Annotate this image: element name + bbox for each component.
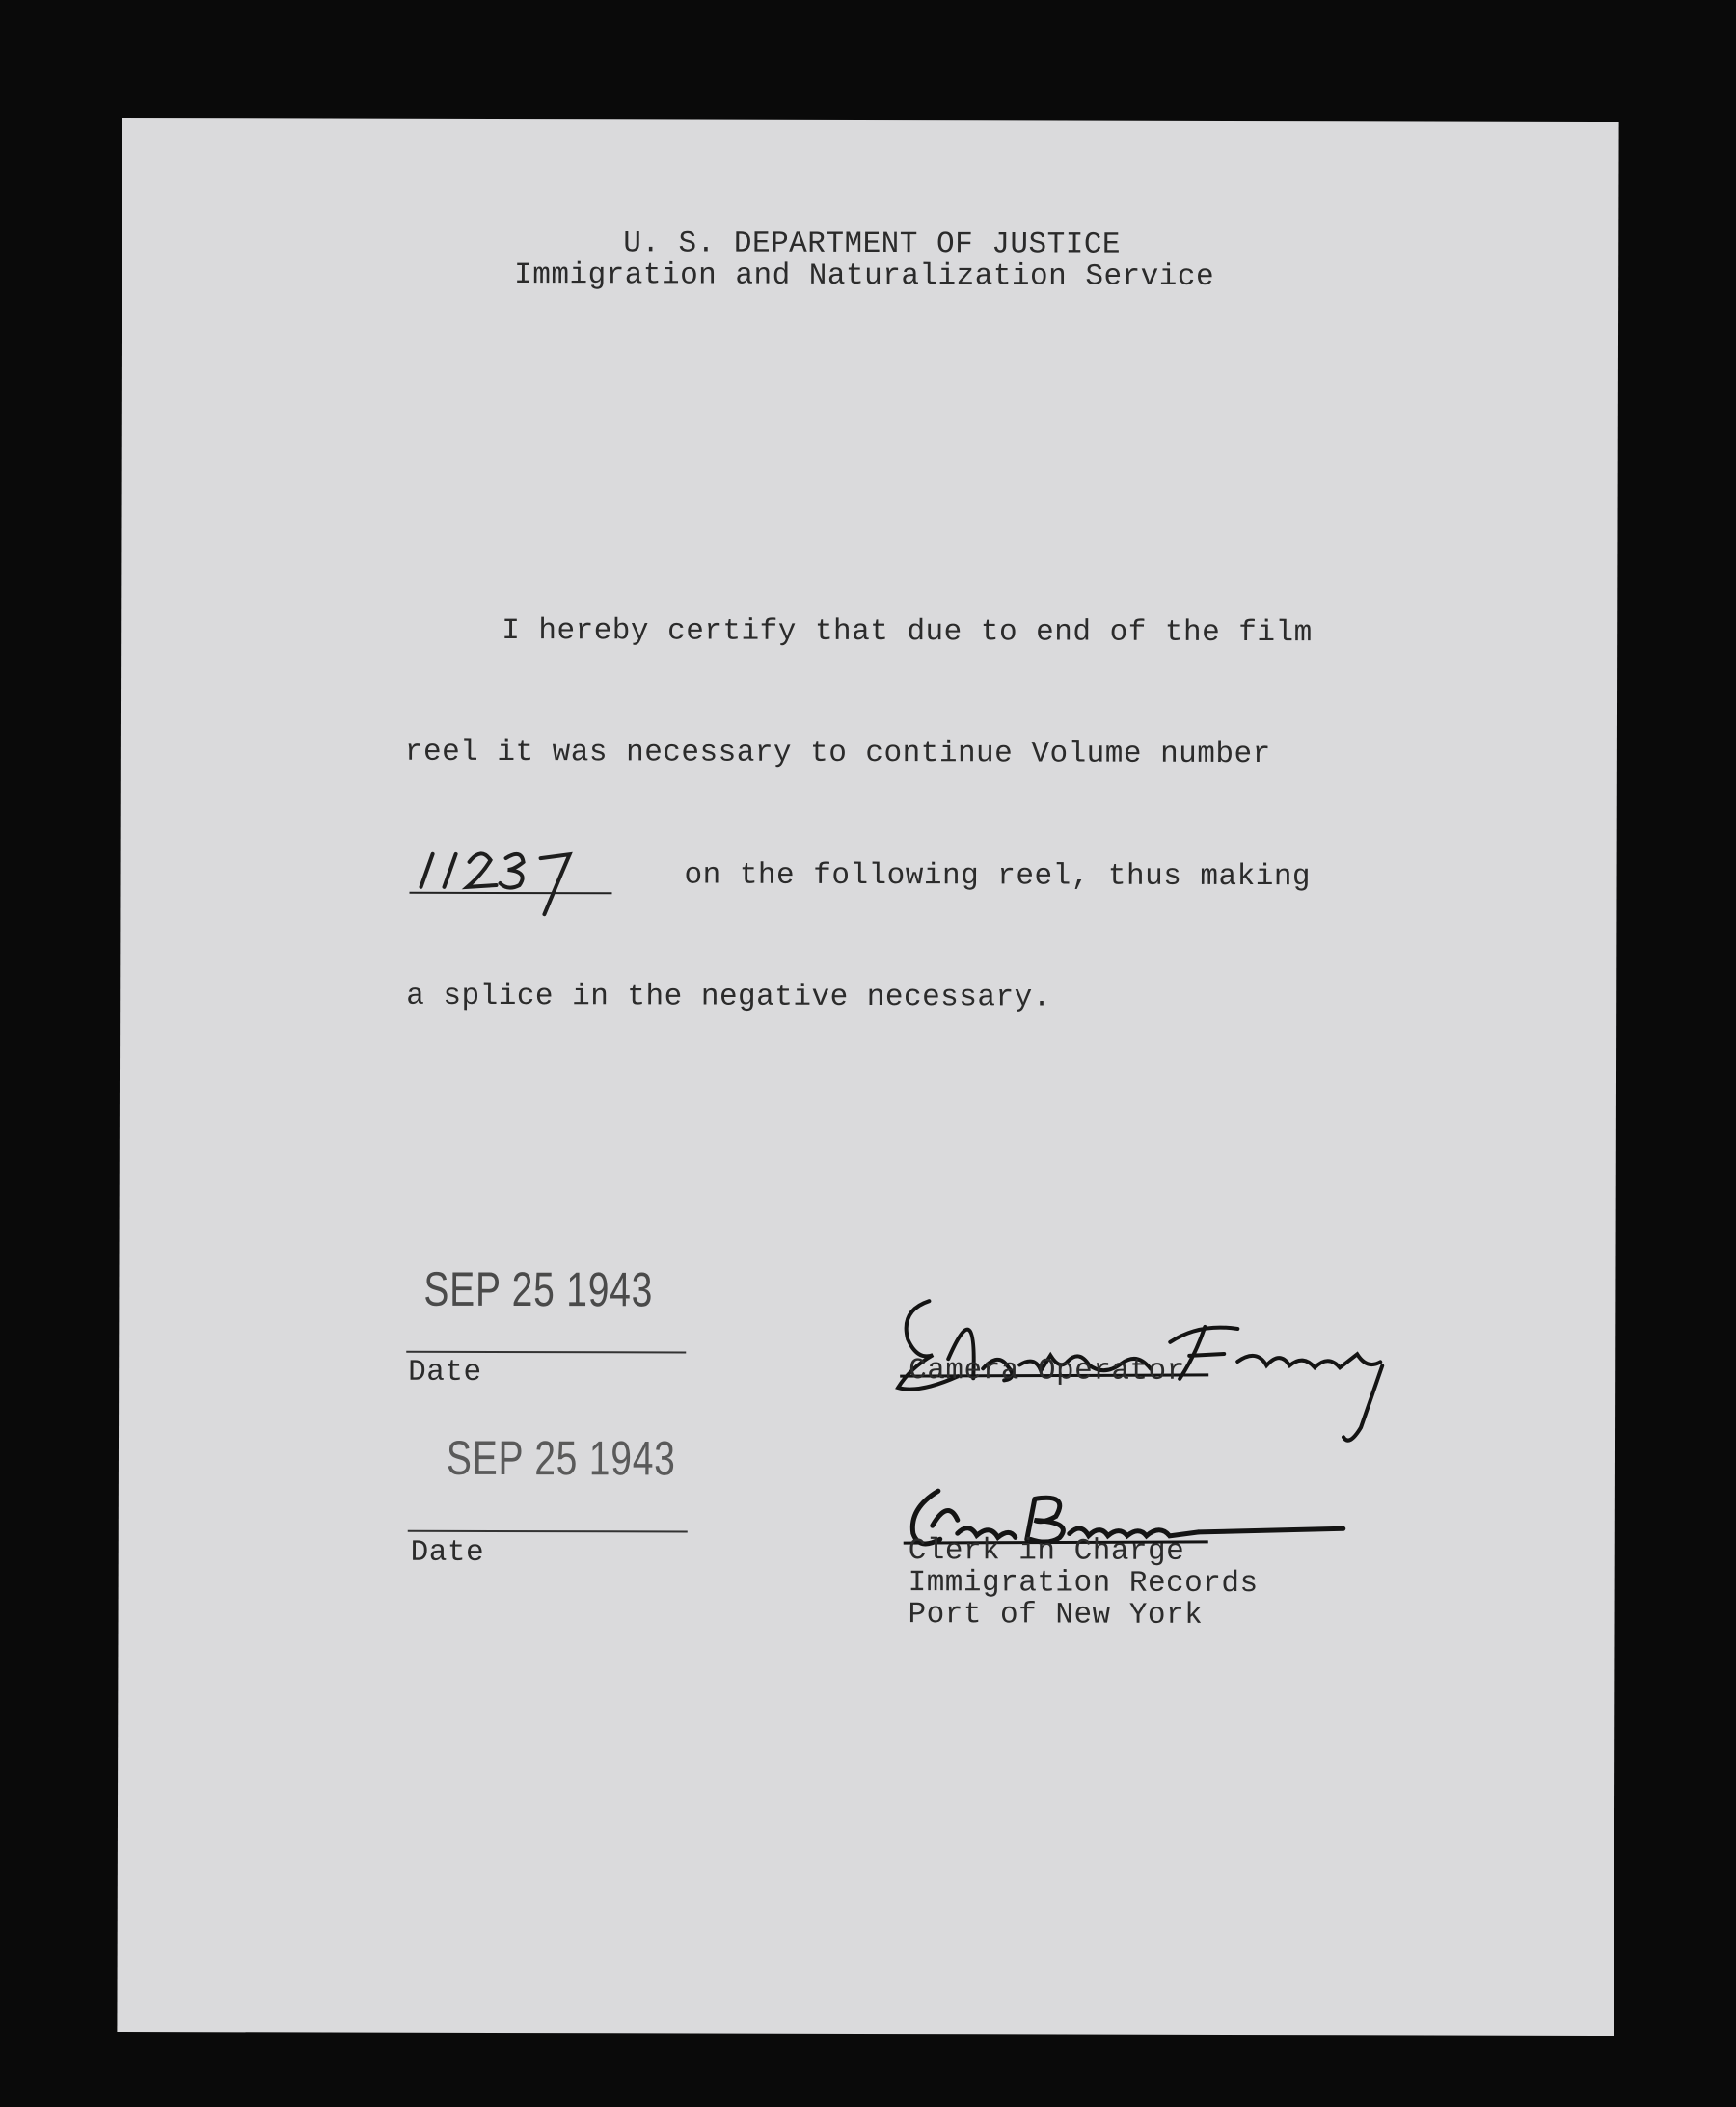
date-label-2: Date bbox=[410, 1535, 485, 1570]
date-stamp-2: SEP 25 1943 bbox=[446, 1430, 676, 1486]
date-line-2 bbox=[408, 1530, 688, 1533]
certification-line-1: I hereby certify that due to end of the film bbox=[502, 614, 1313, 651]
volume-number-handwritten bbox=[399, 837, 621, 925]
department-heading: U. S. DEPARTMENT OF JUSTICE bbox=[623, 227, 1122, 262]
clerk-label-2: Immigration Records bbox=[908, 1566, 1259, 1602]
certification-line-4: a splice in the negative necessary. bbox=[406, 979, 1051, 1015]
document-sheet bbox=[117, 118, 1618, 2036]
date-stamp-1: SEP 25 1943 bbox=[423, 1261, 654, 1317]
clerk-label-1: Clerk in Charge bbox=[908, 1534, 1185, 1569]
certification-line-2: reel it was necessary to continue Volume number bbox=[404, 735, 1271, 772]
service-heading: Immigration and Naturalization Service bbox=[514, 258, 1215, 294]
clerk-label-3: Port of New York bbox=[908, 1598, 1204, 1633]
camera-operator-label: Camera Operator bbox=[909, 1354, 1185, 1389]
date-line-1 bbox=[406, 1351, 686, 1354]
date-label-1: Date bbox=[408, 1355, 482, 1390]
certification-line-3: on the following reel, thus making bbox=[684, 858, 1312, 895]
